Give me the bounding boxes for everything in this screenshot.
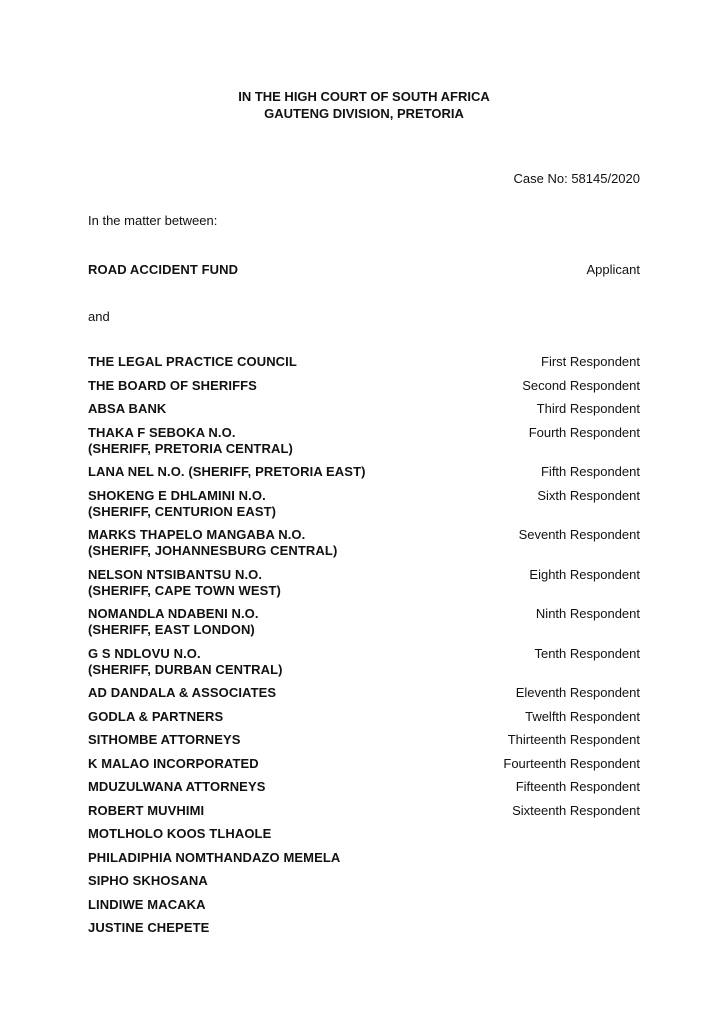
court-title-line2: GAUTENG DIVISION, PRETORIA [264,106,464,121]
respondent-name-line2: (SHERIFF, PRETORIA CENTRAL) [88,440,293,456]
respondent-role: Fourteenth Respondent [503,755,640,771]
respondent-row [88,920,640,936]
respondent-name [88,873,208,889]
respondent-name-line1: MARKS THAPELO MANGABA N.O. [88,527,306,542]
respondent-name-line1: MDUZULWANA ATTORNEYS [88,779,266,794]
case-number: Case No: 58145/2020 [513,171,640,186]
respondent-role: First Respondent [541,354,640,369]
respondent-name-line1: SHOKENG E DHLAMINI N.O. [88,487,266,503]
respondent-name [88,897,206,913]
respondent-name [88,606,259,638]
respondent-name-line2: (SHERIFF, CAPE TOWN WEST) [88,582,281,598]
respondent-name-line1: AD DANDALA & ASSOCIATES [88,685,277,700]
respondent-row [88,646,640,678]
court-title [88,0,640,122]
respondent-name [88,826,271,842]
respondent-role: Twelfth Respondent [525,708,640,724]
respondent-name [88,464,366,480]
respondent-name [88,646,283,678]
respondent-role: Sixteenth Respondent [512,802,640,818]
conjunction-and: and [88,309,110,324]
respondent-name-line1: NOMANDLA NDABENI N.O. [88,606,259,621]
respondent-role: Ninth Respondent [535,606,640,621]
respondent-name-line1: SITHOMBE ATTORNEYS [88,732,241,747]
respondent-row [88,527,640,559]
respondent-row [88,685,640,701]
respondent-name-line1: K MALAO INCORPORATED [88,755,259,771]
respondent-name [88,920,209,936]
respondent-name-line1: THAKA F SEBOKA N.O. [88,424,236,440]
respondent-name-line2: (SHERIFF, EAST LONDON) [88,622,255,637]
respondent-role: Seventh Respondent [518,527,640,542]
respondent-name [88,756,259,772]
court-title-line1: IN THE HIGH COURT OF SOUTH AFRICA [238,89,490,104]
respondent-role: Sixth Respondent [537,487,640,503]
respondent-row [88,850,640,866]
respondent-name [88,803,204,819]
respondent-name-line1: NELSON NTSIBANTSU N.O. [88,566,263,582]
respondent-name-line1: LINDIWE MACAKA [88,896,206,912]
respondent-row [88,826,640,842]
respondent-row [88,897,640,913]
respondent-row [88,756,640,772]
respondent-name [88,685,276,701]
respondent-name [88,401,166,417]
respondent-row [88,567,640,599]
respondent-role: Third Respondent [536,401,640,416]
respondent-row [88,401,640,417]
respondent-name [88,709,223,725]
respondent-role: Tenth Respondent [534,645,640,661]
respondent-role: Fourth Respondent [528,424,640,440]
respondent-row [88,425,640,457]
respondent-name [88,527,337,559]
respondent-name-line1: THE BOARD OF SHERIFFS [88,377,257,393]
respondent-name-line1: ABSA BANK [88,401,167,416]
respondent-row [88,803,640,819]
respondent-row [88,606,640,638]
respondent-row [88,378,640,394]
respondent-name-line1: GODLA & PARTNERS [88,708,224,724]
respondent-role: Eighth Respondent [529,566,640,582]
respondent-name-line1: SIPHO SKHOSANA [88,873,208,888]
respondent-name [88,850,340,866]
respondent-row [88,354,640,370]
respondent-name-line1: G S NDLOVU N.O. [88,645,201,661]
respondent-name-line1: THE LEGAL PRACTICE COUNCIL [88,354,297,369]
respondent-name [88,354,297,370]
respondent-name-line2: (SHERIFF, JOHANNESBURG CENTRAL) [88,543,338,558]
respondents-list [88,354,640,936]
respondent-name-line1: ROBERT MUVHIMI [88,802,205,818]
respondent-row [88,488,640,520]
respondent-name-line1: JUSTINE CHEPETE [88,920,210,935]
respondent-role: Eleventh Respondent [515,685,640,700]
matter-intro: In the matter between: [88,213,218,228]
respondent-role: Thirteenth Respondent [507,732,640,747]
respondent-name [88,425,293,457]
respondent-name-line1: MOTLHOLO KOOS TLHAOLE [88,826,272,841]
respondent-name [88,488,276,520]
respondent-role: Fifth Respondent [540,464,640,479]
respondent-name [88,378,257,394]
respondent-name-line2: (SHERIFF, DURBAN CENTRAL) [88,661,283,677]
respondent-name [88,732,241,748]
respondent-role: Second Respondent [522,377,640,393]
respondent-name-line1: LANA NEL N.O. (SHERIFF, PRETORIA EAST) [88,464,366,479]
respondent-row [88,873,640,889]
respondent-row [88,709,640,725]
respondent-name [88,567,281,599]
applicant-row [88,262,640,278]
respondent-name-line1: PHILADIPHIA NOMTHANDAZO MEMELA [88,849,341,865]
applicant-role: Applicant [586,262,640,277]
respondent-role: Fifteenth Respondent [515,779,640,794]
respondent-name-line2: (SHERIFF, CENTURION EAST) [88,503,277,519]
respondent-row [88,732,640,748]
respondent-name [88,779,266,795]
respondent-row [88,464,640,480]
respondent-row [88,779,640,795]
applicant-name: ROAD ACCIDENT FUND [88,262,239,277]
